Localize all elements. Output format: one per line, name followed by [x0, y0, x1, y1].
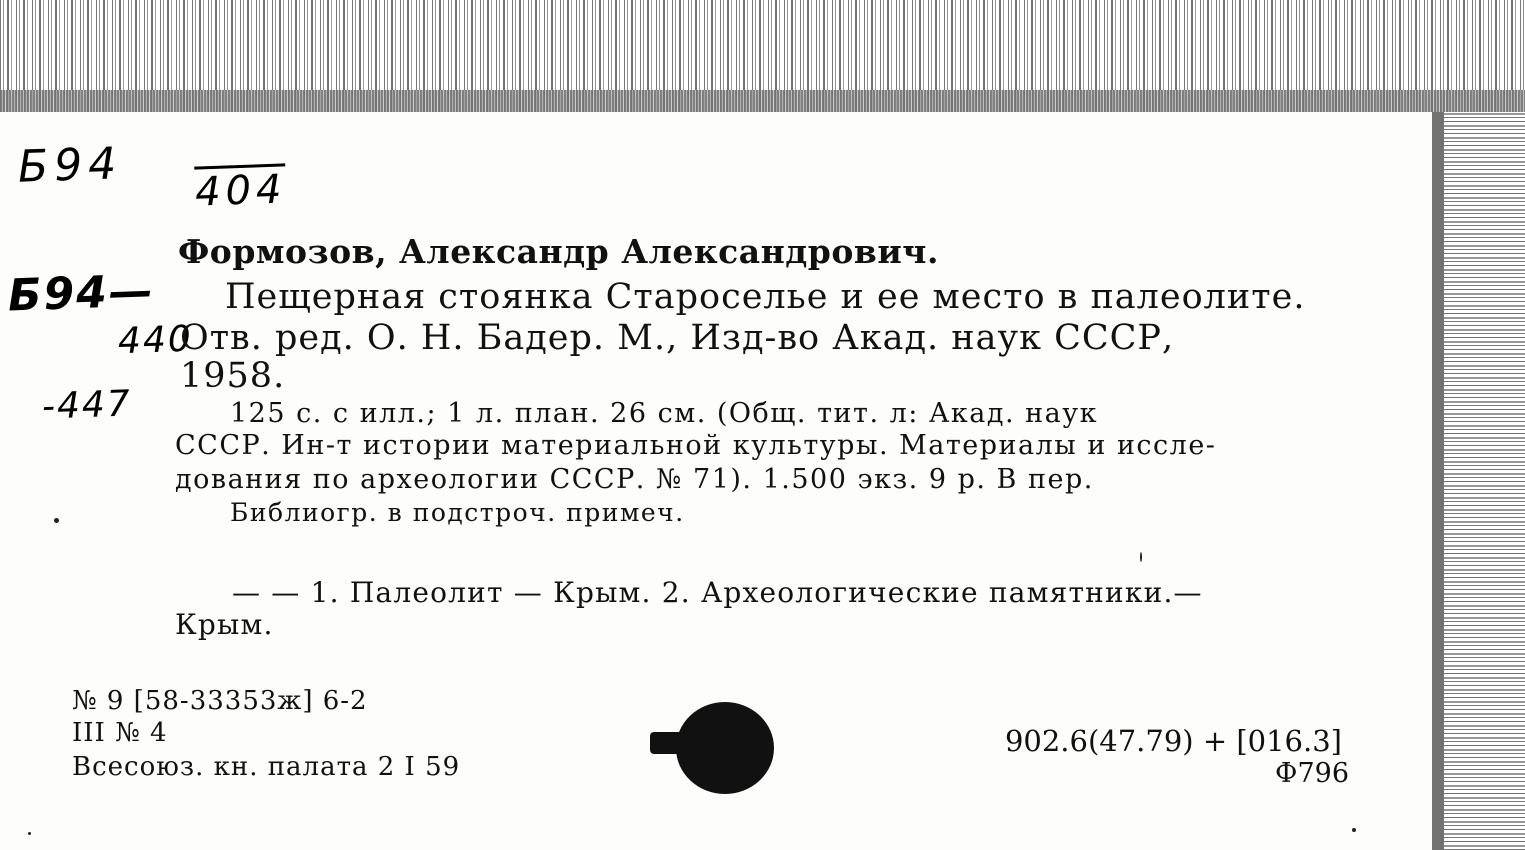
card-subjects-line-1: — — 1. Палеолит — Крым. 2. Археологические памятники.— — [232, 576, 1203, 609]
card-author-mark: Ф796 — [1275, 758, 1349, 789]
scan-streak-top — [0, 0, 1525, 112]
card-author: Формозов, Александр Александрович. — [178, 232, 939, 271]
card-footer-line-1: № 9 [58-33353ж] 6-2 — [72, 686, 368, 716]
handwritten-call-number-2: Б94— — [7, 265, 156, 322]
card-classification-code: 902.6(47.79) + [016.3] — [1004, 724, 1342, 758]
card-title-line-1: Пещерная стоянка Староселье и ее место в палеолите. — [225, 277, 1306, 317]
card-subjects-line-2: Крым. — [175, 608, 274, 641]
punch-hole — [676, 702, 774, 794]
scan-speck — [28, 832, 31, 835]
card-description-line-3: дования по археологии СССР. № 71). 1.500 экз. 9 р. В пер. — [175, 464, 1094, 495]
scan-speck — [1140, 552, 1142, 562]
card-footer-line-3: Всесоюз. кн. палата 2 I 59 — [72, 752, 461, 782]
handwritten-call-number: Б94 — [17, 138, 124, 193]
card-title-line-3: 1958. — [180, 356, 286, 396]
handwritten-number-2: 440 — [117, 318, 194, 363]
handwritten-number-3: -447 — [41, 383, 133, 428]
scan-speck — [54, 518, 59, 523]
card-bibliography-note: Библиогр. в подстроч. примеч. — [230, 498, 685, 527]
handwritten-number: 404 — [194, 163, 287, 213]
card-title-line-2: Отв. ред. О. Н. Бадер. М., Изд-во Акад. наук СССР, — [180, 318, 1175, 358]
scan-streak-right — [1432, 112, 1525, 850]
card-description-line-2: СССР. Ин-т истории материальной культуры. Материалы и иссле- — [175, 430, 1217, 461]
scan-speck — [1352, 828, 1356, 832]
card-footer-line-2: III № 4 — [72, 718, 168, 748]
card-description-line-1: 125 с. с илл.; 1 л. план. 26 см. (Общ. тит. л: Акад. наук — [230, 398, 1098, 429]
